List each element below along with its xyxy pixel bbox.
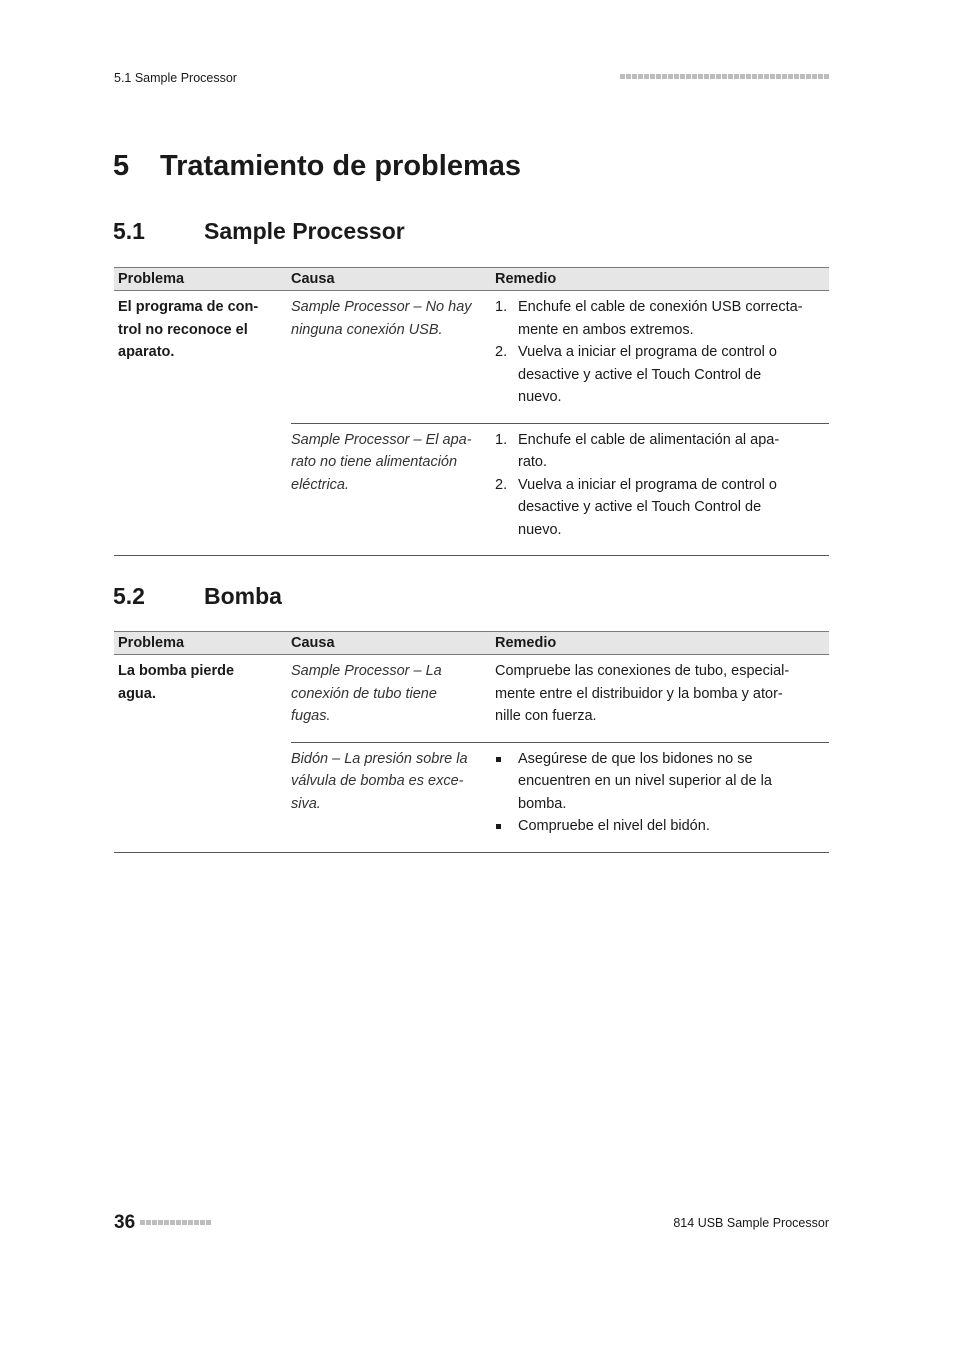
cause-cell: Sample Processor – La conexión de tubo tiene fugas. [291,663,442,724]
page-number: 36 [114,1212,136,1233]
section-title: Sample Processor [204,218,405,244]
cause-cell: Sample Processor – El apa- rato no tiene alimentación eléctrica. [291,431,472,493]
troubleshooting-table [114,267,829,556]
running-head: 5.1 Sample Processor [114,71,237,85]
remedy-step: 2. Vuelva a iniciar el programa de control o desactive y active el Touch Control de nuevo. [495,341,811,409]
remedy-cell [495,660,829,728]
section-number: 5.2 [113,583,145,609]
table-row [114,291,829,556]
remedy-step-text: Enchufe el cable de conexión USB correcta- mente en ambos extremos. [518,299,803,338]
bullet-icon [495,748,518,816]
remedy-step: 1. Enchufe el cable de conexión USB correcta- mente en ambos extremos. [495,296,811,341]
footer-title: 814 USB Sample Processor [673,1216,829,1230]
remedy-cell [495,296,829,409]
column-header-problem: Problema [118,635,185,651]
header-dot-rule [620,74,829,79]
remedy-bullet-text: Asegúrese de que los bidones no se encuentren en un nivel superior al de la bomba. [518,750,772,812]
column-header-remedy: Remedio [495,635,557,651]
section-heading [113,583,282,610]
cause-cell: Bidón – La presión sobre la válvula de bomba es exce- siva. [291,750,468,812]
section-title: Bomba [204,583,282,609]
problem-cell: El programa de con- trol no reconoce el aparato. [118,299,259,360]
chapter-number: 5 [113,150,130,182]
table-row [114,655,829,853]
remedy-cell [495,748,829,838]
remedy-step-text: Vuelva a iniciar el programa de control o desactive y active el Touch Control de nuevo. [518,344,777,405]
remedy-bullet-text: Compruebe el nivel del bidón. [518,818,710,834]
remedy-cell [495,429,829,542]
remedy-text: Compruebe las conexiones de tubo, especial- mente entre el distribuidor y la bomba y ator- nille con fuerza. [495,663,790,724]
chapter-heading [113,150,521,183]
remedy-bullet [495,815,811,838]
problem-cell: La bomba pierde agua. [118,663,235,702]
column-header-remedy: Remedio [495,271,557,287]
table-header-row [114,631,829,655]
remedy-step: 1. Enchufe el cable de alimentación al apa- rato. [495,429,811,474]
column-header-cause: Causa [291,635,335,651]
remedy-bullet [495,748,811,816]
chapter-title: Tratamiento de problemas [160,150,521,182]
cause-remedy-row [291,291,829,423]
cause-cell: Sample Processor – No hay ninguna conexión USB. [291,299,472,338]
cause-remedy-row [291,742,829,852]
section-heading [113,218,405,245]
table-header-row [114,267,829,291]
column-header-cause: Causa [291,271,335,287]
remedy-step: 2. Vuelva a iniciar el programa de control o desactive y active el Touch Control de nuevo. [495,474,811,542]
troubleshooting-table [114,631,829,853]
footer-dot-rule [140,1220,211,1225]
column-header-problem: Problema [118,271,185,287]
bullet-icon [495,815,518,838]
remedy-step-text: Enchufe el cable de alimentación al apa- rato. [518,431,780,470]
section-number: 5.1 [113,218,145,244]
cause-remedy-row [291,655,829,742]
cause-remedy-row [291,423,829,556]
remedy-step-text: Vuelva a iniciar el programa de control o desactive y active el Touch Control de nuevo. [518,476,777,538]
